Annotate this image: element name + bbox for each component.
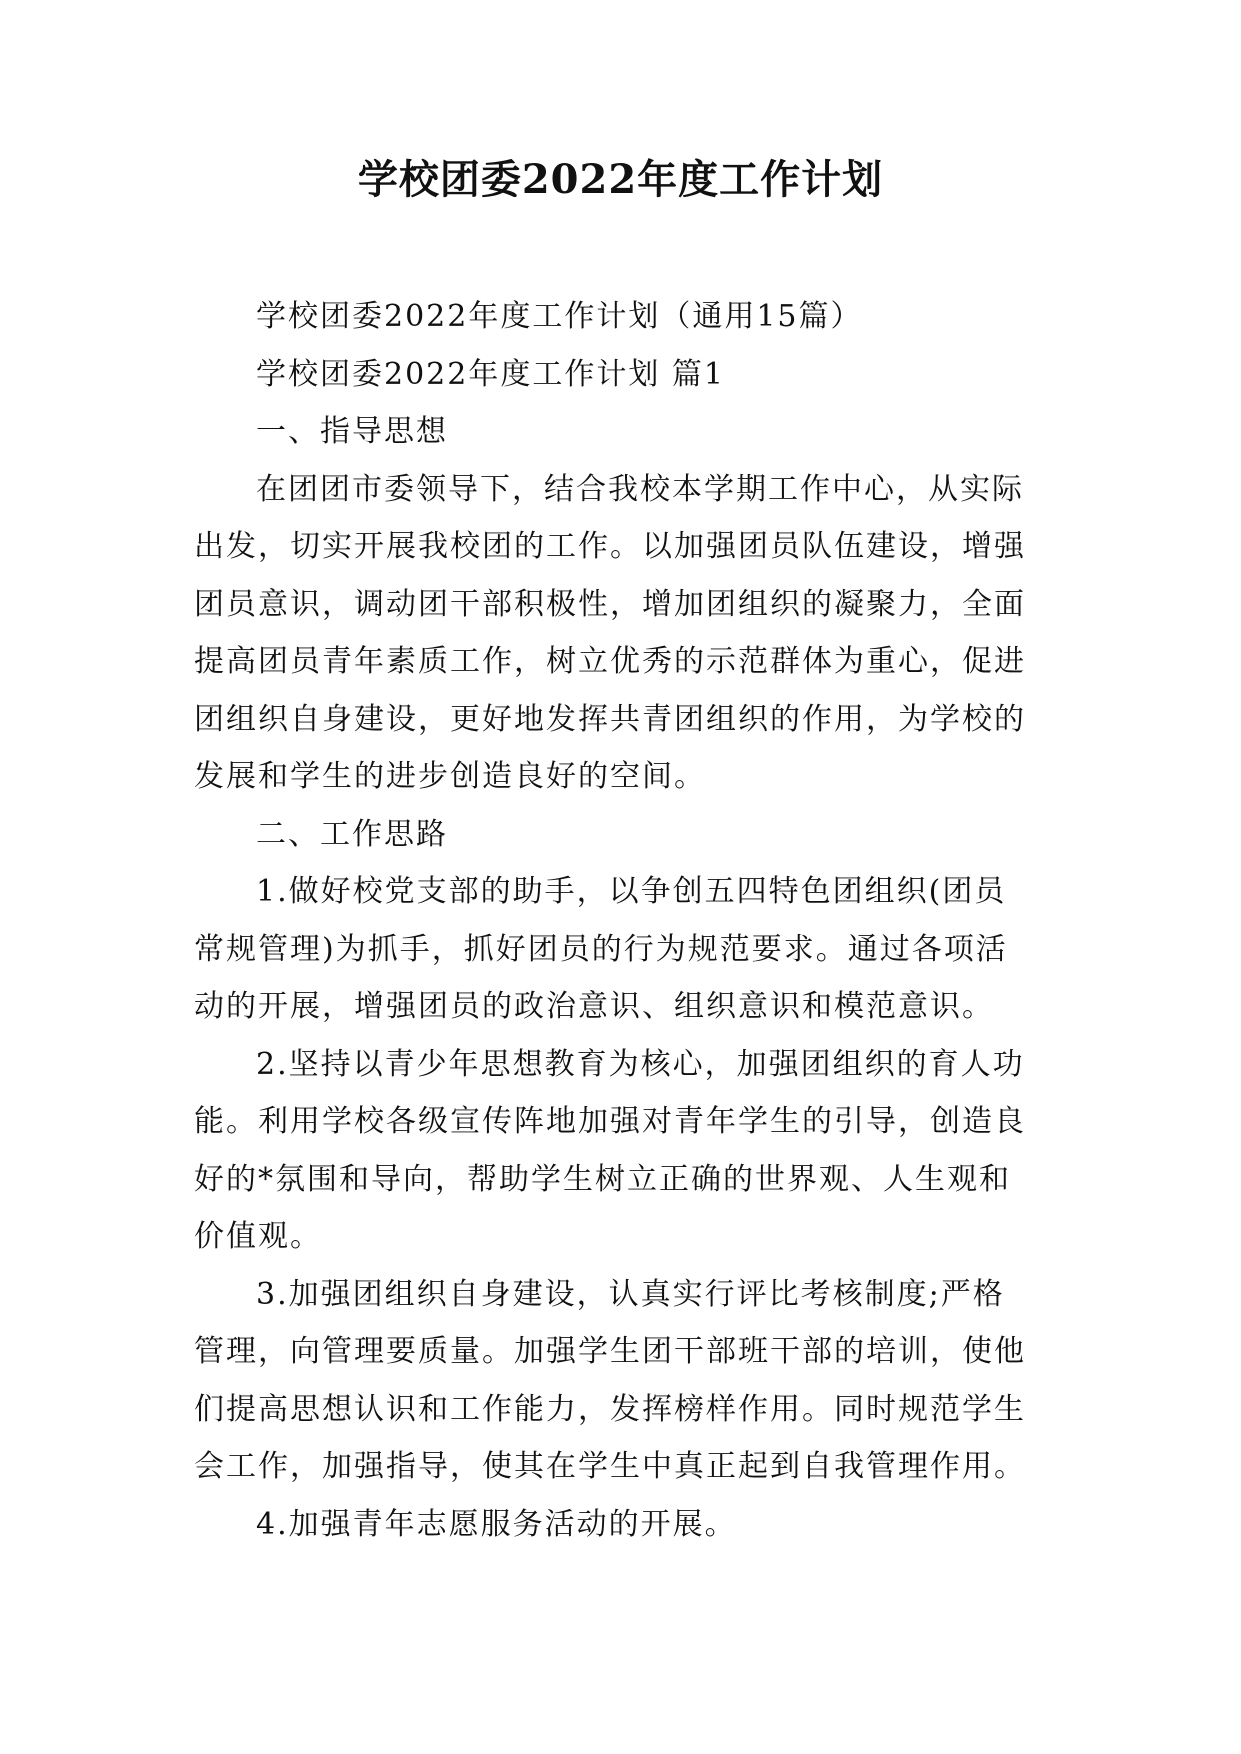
paragraph-line: 团组织自身建设，更好地发挥共青团组织的作用，为学校的 — [194, 701, 1026, 737]
paragraph-line: 好的*氛围和导向，帮助学生树立正确的世界观、人生观和 — [194, 1161, 1011, 1197]
paragraph-line: 4.加强青年志愿服务活动的开展。 — [256, 1506, 737, 1542]
paragraph-line: 3.加强团组织自身建设，认真实行评比考核制度;严格 — [256, 1276, 1005, 1312]
paragraph-line: 常规管理)为抓手，抓好团员的行为规范要求。通过各项活 — [194, 931, 1008, 967]
paragraph-line: 发展和学生的进步创造良好的空间。 — [194, 759, 706, 794]
paragraph-line: 出发，切实开展我校团的工作。以加强团员队伍建设，增强 — [194, 529, 1026, 564]
paragraph-line: 价值观。 — [194, 1219, 322, 1254]
paragraph-line: 一、指导思想 — [256, 414, 448, 449]
paragraph-line: 能。利用学校各级宣传阵地加强对青年学生的引导，创造良 — [194, 1104, 1026, 1139]
paragraph-line: 1.做好校党支部的助手，以争创五四特色团组织(团员 — [256, 874, 1007, 909]
paragraph-line: 团员意识，调动团干部积极性，增加团组织的凝聚力，全面 — [194, 586, 1026, 622]
paragraph-line: 在团团市委领导下，结合我校本学期工作中心，从实际 — [256, 471, 1024, 507]
paragraph-line: 学校团委2022年度工作计划（通用15篇） — [256, 299, 863, 334]
paragraph-line: 动的开展，增强团员的政治意识、组织意识和模范意识。 — [194, 989, 994, 1024]
paragraph-line: 会工作，加强指导，使其在学生中真正起到自我管理作用。 — [194, 1449, 1026, 1484]
paragraph-line: 2.坚持以青少年思想教育为核心，加强团组织的育人功 — [256, 1046, 1025, 1082]
paragraph-line: 二、工作思路 — [256, 816, 448, 852]
document-title: 学校团委2022年度工作计划 — [357, 156, 884, 203]
paragraph-line: 提高团员青年素质工作，树立优秀的示范群体为重心，促进 — [194, 644, 1026, 679]
paragraph-line: 管理，向管理要质量。加强学生团干部班干部的培训，使他 — [194, 1334, 1026, 1369]
paragraph-line: 学校团委2022年度工作计划 篇1 — [256, 356, 725, 392]
document-body — [194, 288, 1054, 1553]
paragraph-line: 们提高思想认识和工作能力，发挥榜样作用。同时规范学生 — [194, 1391, 1026, 1427]
